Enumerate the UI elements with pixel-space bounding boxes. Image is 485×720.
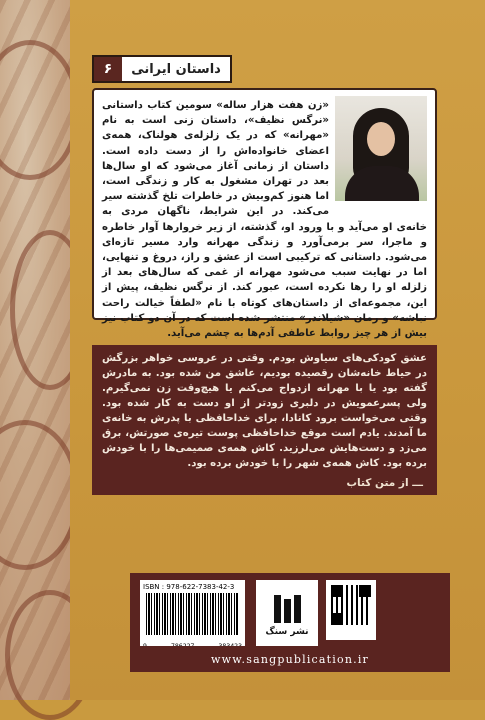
intro-text: «زن هفت هزار ساله» سومین کتاب داستانی «نرگس نظیف»، داستان زنی است به نام «مهرانه» که در یک زلزله‌ی هولناک، همه‌ی اعضای خانواده‌اش را از دست داده است. داستان از زمانی آغاز می‌شود که او سال‌ها بعد در تهران مشغول به کار و زندگی است، اما هنوز کم‌وبیش در خاطرات تلخ گذشته سیر می‌کند. در این شرایط، ناگهان مردی به خانه‌ی او می‌آید و با ورود او، گذشته، از زیر خروارها آوار خاطره و ماجرا، سر برمی‌آورد و زندگی مهرانه وارد مسیر تازه‌ای می‌شود. داستانی که ترکیبی است از عشق و راز، دروغ و تنهایی، اما در نهایت سبب می‌شود مهرانه از غمی که سال‌های بعد از زلزله او را رها نکرده است، عبور کند. از نرگس نظیف، پیش از این، مجموعه‌ای از داستان‌های کوتاه با نام «لطفاً خیالت راحت نباشه» و رمان «شیلاندر» منتشر شده است که در آن دو کتاب نیز بیش از هر چیز روابط عاطفی آدم‌ها به چشم می‌آید. bbox=[102, 100, 427, 340]
series-name: داستان ایرانی bbox=[131, 61, 221, 77]
publisher-mark-icon bbox=[274, 595, 301, 623]
isbn-label: ISBN : 978-622-7383-42-3 bbox=[143, 583, 235, 591]
isbn-barcode bbox=[140, 580, 245, 652]
series-number: ۶ bbox=[94, 57, 122, 81]
excerpt-text: عشق کودکی‌های سیاوش بودم. وقتی در عروسی خواهر بزرگش در حیاط خانه‌شان رقصیده بودیم، عاشق من شده بود. به مادرش گفته بود یا با مهرانه ازدواج می‌کنم یا هیچ‌وقت زن نمی‌گیرم. ولی پسرعمویش در دلبری زودتر از او دست به کار شده بود. وقتی می‌خواست برود کانادا، برای خداحافظی با پدرش به خانه‌ی ما آمدند. یادم است موقع خداحافظی پوست تیره‌ی صورتش، برق می‌زد و دست‌هایش می‌لرزید. کاش همه‌ی صمیمی‌ها را با خودش برده بود. کاش همه‌ی شهر را با خودش برده بود. bbox=[102, 353, 427, 469]
excerpt-box bbox=[92, 345, 437, 495]
intro-box bbox=[92, 88, 437, 340]
website-url: www.sangpublication.ir bbox=[130, 646, 450, 672]
publisher-logo bbox=[256, 580, 318, 652]
excerpt-source: ـــ از متن کتاب bbox=[346, 477, 423, 489]
intro-paragraph bbox=[102, 98, 427, 340]
series-badge bbox=[92, 55, 232, 83]
publisher-name: نشر سنگ bbox=[265, 627, 309, 637]
qr-code-icon bbox=[331, 585, 371, 625]
qr-code bbox=[326, 580, 376, 640]
barcode-icon bbox=[146, 593, 239, 635]
